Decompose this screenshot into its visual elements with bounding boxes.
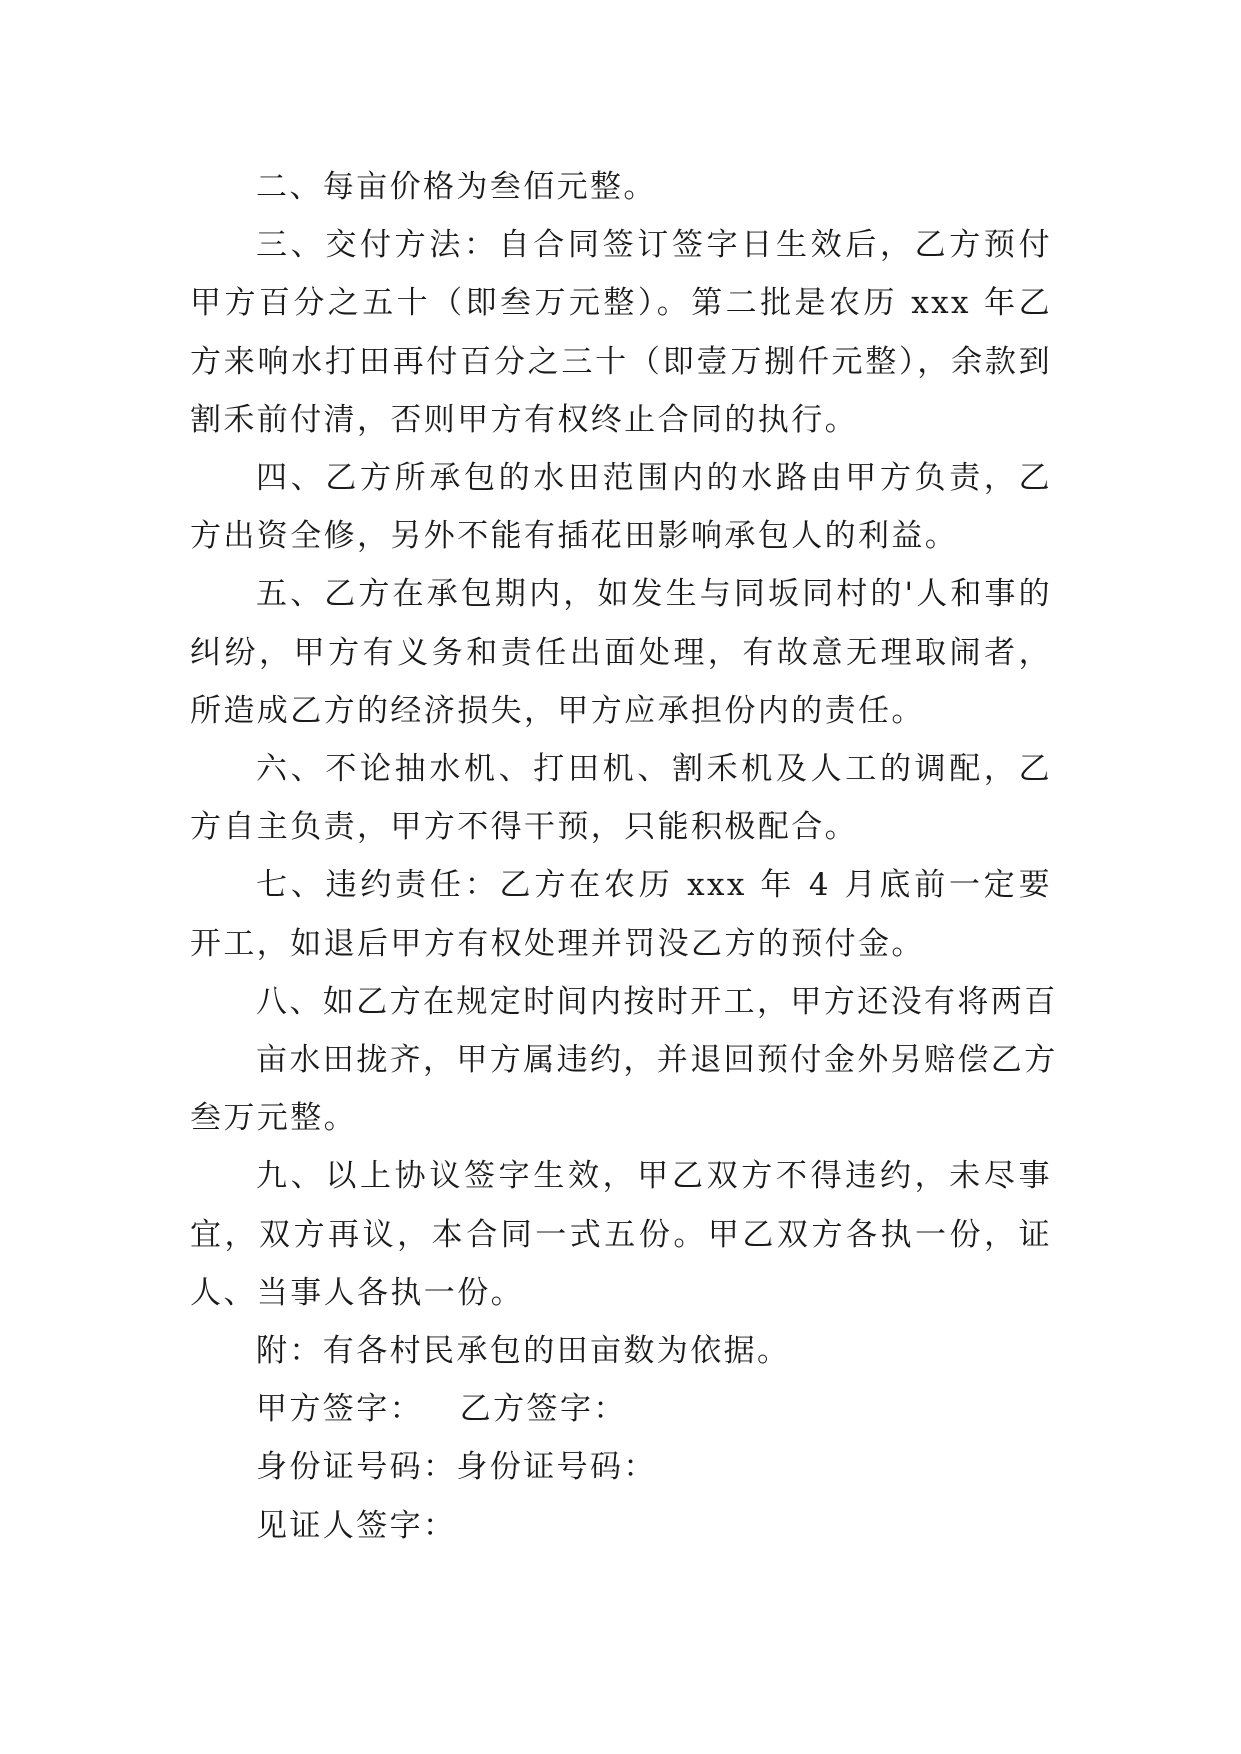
clause-3: 三、交付方法：自合同签订签字日生效后，乙方预付甲方百分之五十（即叁万元整）。第二批是农历 xxx 年乙方来响水打田再付百分之三十（即壹万捌仟元整），余款到割禾前付清，否则甲方有权终止合同的执行。 [190, 227, 1052, 438]
clause-8-line-1: 八、如乙方在规定时间内按时开工，甲方还没有将两百 [256, 983, 1058, 1020]
clause-6: 六、不论抽水机、打田机、割禾机及人工的调配，乙方自主负责，甲方不得干预，只能积极配合。 [190, 751, 1052, 846]
contract-body [190, 158, 1058, 1555]
witness-signature: 见证人签字： [256, 1507, 457, 1544]
attachment-note: 附：有各村民承包的田亩数为依据。 [256, 1333, 791, 1370]
clause-8-line-3: 叁万元整。 [190, 1100, 357, 1137]
clause-9: 九、以上协议签字生效，甲乙双方不得违约，未尽事宜，双方再议，本合同一式五份。甲乙双方各执一份，证人、当事人各执一份。 [190, 1158, 1052, 1311]
clause-2: 二、每亩价格为叁佰元整。 [256, 169, 657, 205]
clause-4: 四、乙方所承包的水田范围内的水路由甲方负责，乙方出资全修，另外不能有插花田影响承包人的利益。 [190, 460, 1052, 555]
clause-7: 七、违约责任：乙方在农历 xxx 年 4 月底前一定要开工，如退后甲方有权处理并罚没乙方的预付金。 [190, 867, 1052, 962]
party-signatures: 甲方签字： 乙方签字： [256, 1391, 627, 1428]
clause-5: 五、乙方在承包期内，如发生与同坂同村的'人和事的纠纷，甲方有义务和责任出面处理，有故意无理取闹者，所造成乙方的经济损失，甲方应承担份内的责任。 [190, 576, 1052, 729]
party-id-numbers: 身份证号码：身份证号码： [256, 1449, 657, 1486]
clause-8-line-2: 亩水田拢齐，甲方属违约，并退回预付金外另赔偿乙方 [256, 1042, 1058, 1079]
